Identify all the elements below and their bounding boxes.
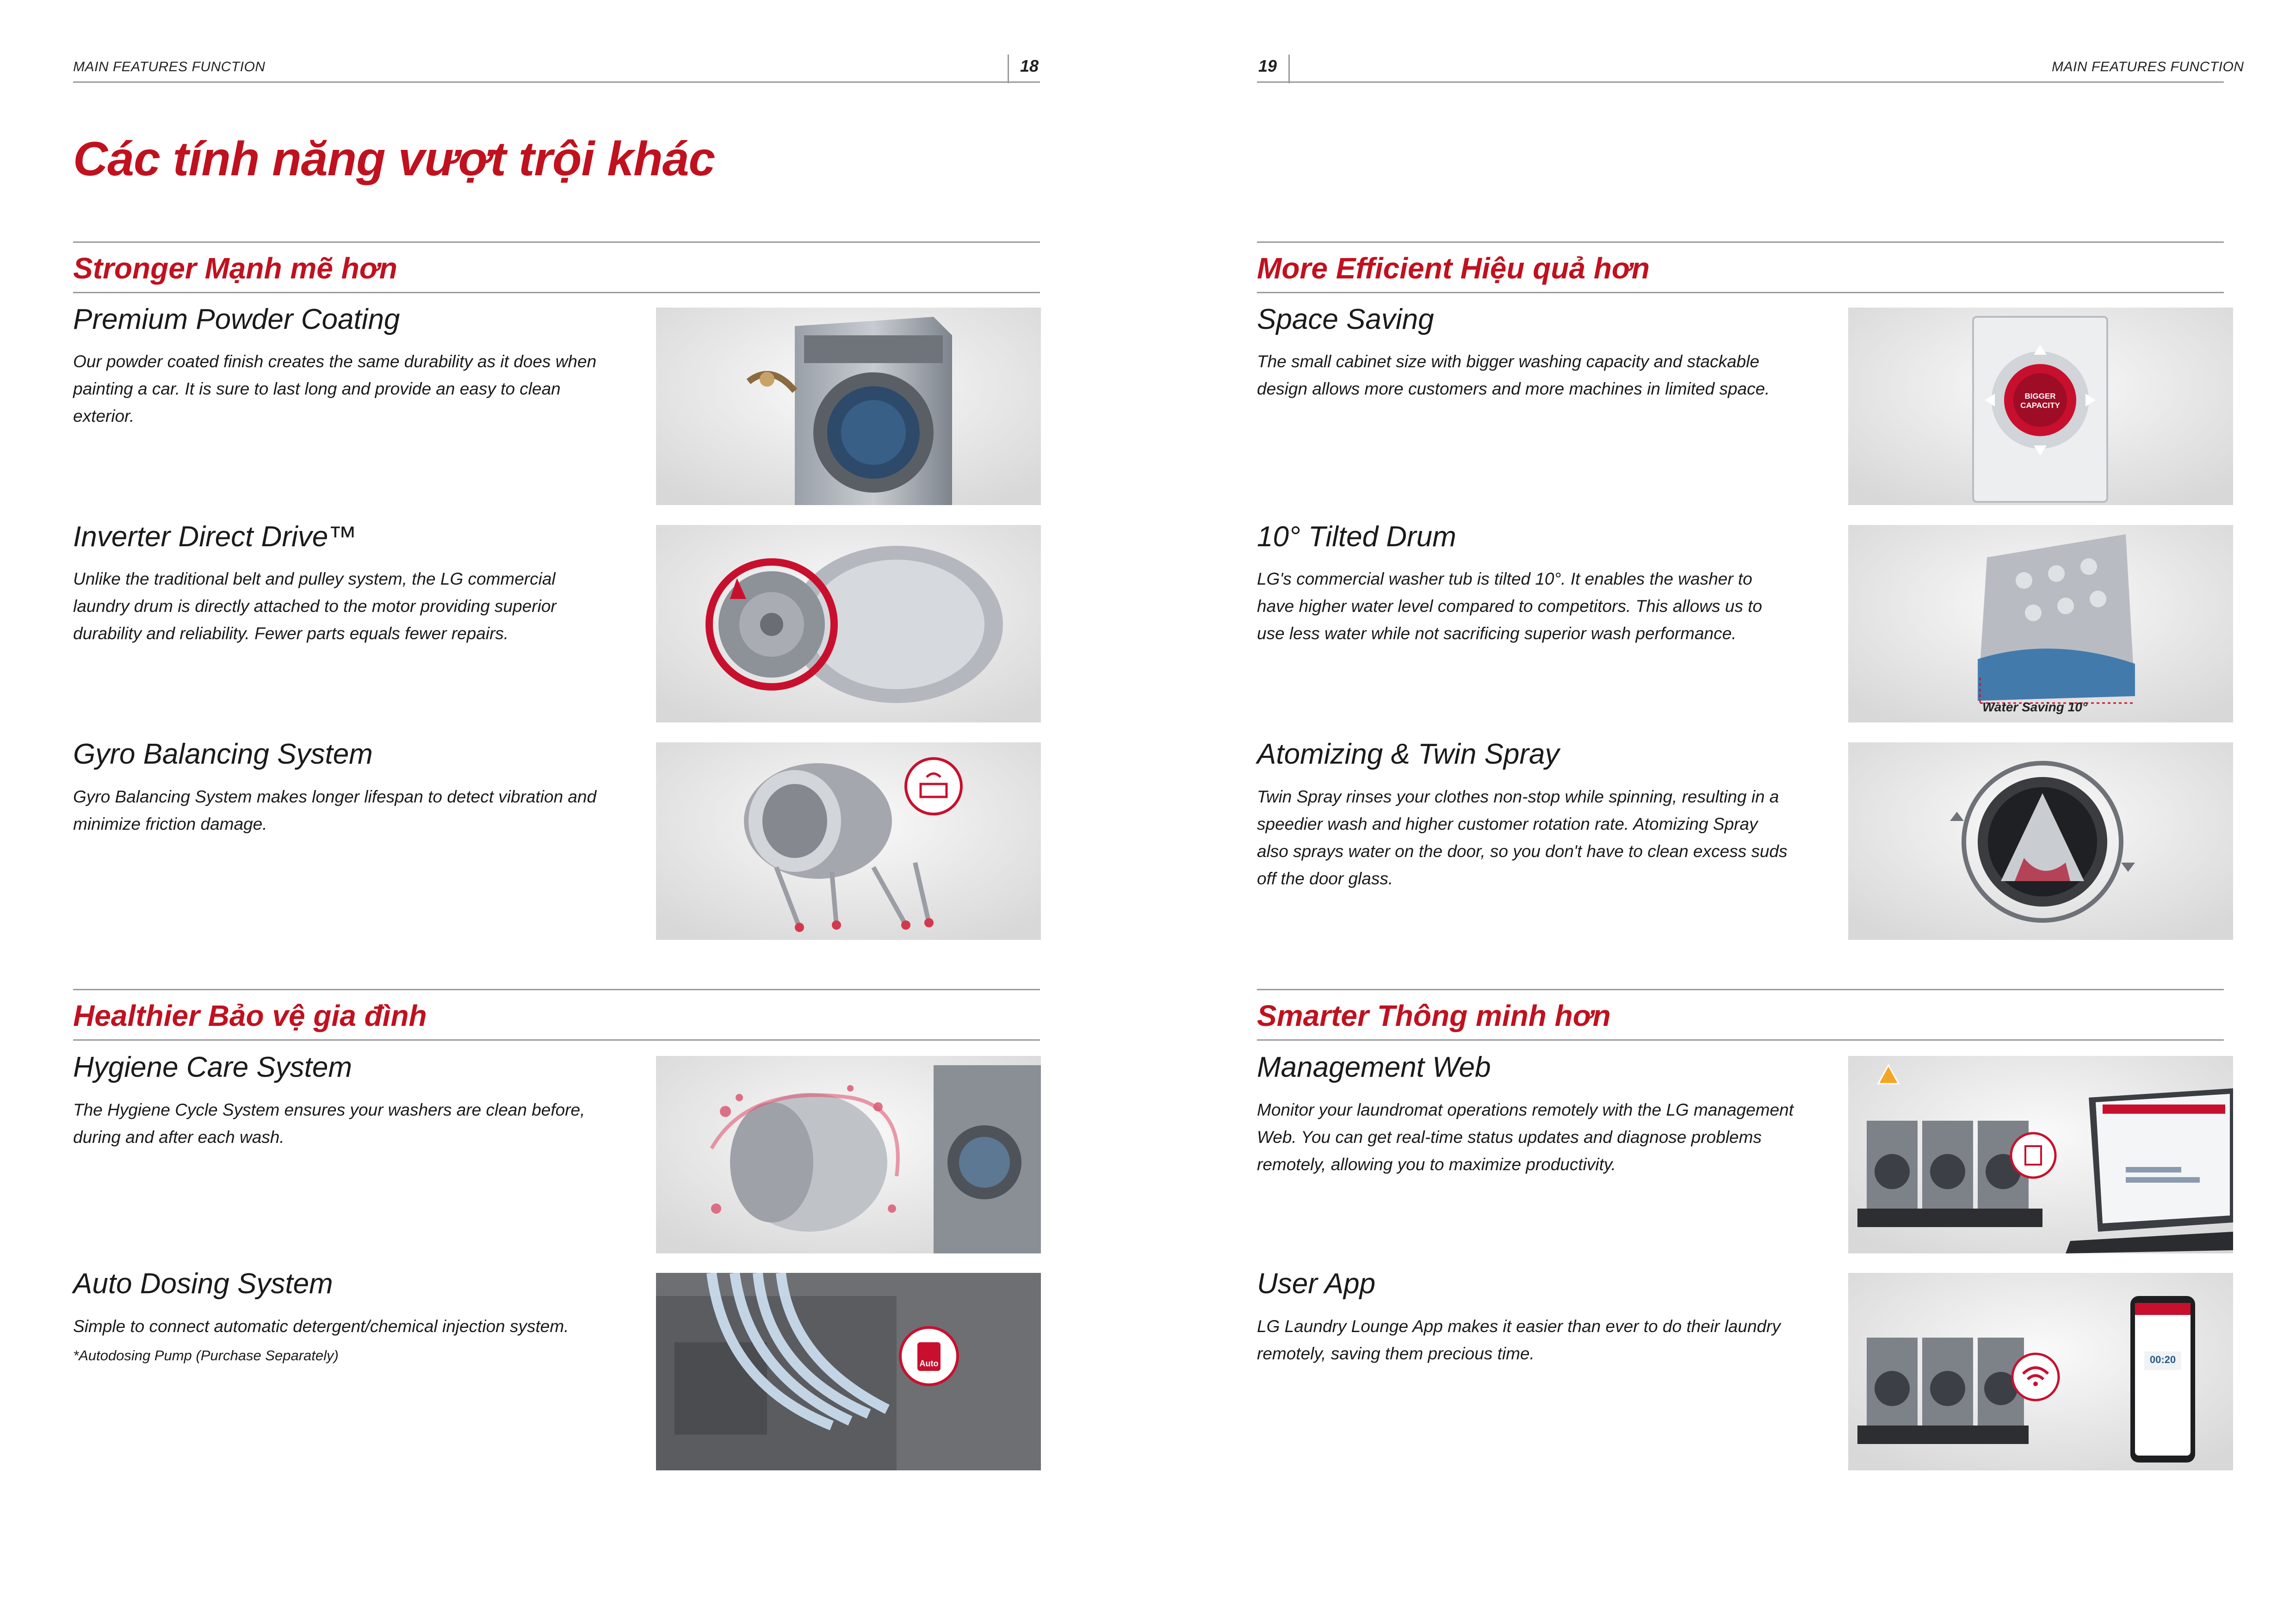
feature-description: Unlike the traditional belt and pulley system, the LG commercial laundry drum is directly attached to the motor providing superior durability and reliability. Fewer parts equals fewer repairs. [73,569,557,643]
section-heading-healthier: Healthier Bảo vệ gia đình [73,989,1040,1041]
feature-title: Management Web [1257,1051,1491,1083]
feature-title: Inverter Direct Drive™ [73,521,357,553]
feature-description: LG's commercial washer tub is tilted 10°. It enables the washer to have higher water level compared to competitors. This allows us to use less water while not sacrificing superior wash performance. [1257,569,1763,643]
user-app-image [1848,1273,2233,1470]
auto-dosing-hoses-image [656,1273,1041,1470]
page-number-separator [1008,55,1009,83]
tilted-drum-image [1848,525,2233,722]
water-saving-caption: Water Saving 10° [1982,700,2087,714]
header-rule [1257,81,2224,83]
running-head: MAIN FEATURES FUNCTION [73,59,266,74]
feature-note: *Autodosing Pump (Purchase Separately) [73,1347,339,1364]
feature-title: User App [1257,1268,1376,1300]
app-timer: 00:20 [2149,1354,2176,1365]
powder-coated-washer-image [656,308,1041,505]
feature-description: Monitor your laundromat operations remotely with the LG management Web. You can get real-time status updates and diagnose problems remotely, allowing you to maximize productivity. [1257,1100,1794,1174]
auto-badge: Auto [919,1359,939,1368]
header-rule [73,81,1040,83]
feature-title: Gyro Balancing System [73,738,373,770]
direct-drive-motor-image [656,525,1041,722]
feature-description: The Hygiene Cycle System ensures your washers are clean before, during and after each wash. [73,1100,585,1147]
management-web-image [1848,1056,2233,1253]
page-number: 19 [1258,56,1277,75]
twin-spray-image [1848,742,2233,940]
feature-title: Auto Dosing System [73,1268,333,1300]
section-heading-stronger: Stronger Mạnh mẽ hơn [73,241,1040,293]
feature-description: Gyro Balancing System makes longer lifespan to detect vibration and minimize friction damage. [73,787,597,833]
feature-description: Simple to connect automatic detergent/chemical injection system. [73,1317,569,1336]
bigger-capacity-badge: BIGGER CAPACITY [2020,392,2060,410]
section-heading-smarter: Smarter Thông minh hơn [1257,989,2224,1041]
page-number-separator [1288,55,1290,83]
feature-description: LG Laundry Lounge App makes it easier than ever to do their laundry remotely, saving them precious time. [1257,1317,1781,1363]
feature-description: Twin Spray rinses your clothes non-stop while spinning, resulting in a speedier wash and higher customer rotation rate. Atomizing Spray also sprays water on the door, so you don't have to clean excess suds off the door glass. [1257,787,1788,888]
feature-title: Hygiene Care System [73,1051,353,1083]
page-number: 18 [1020,56,1039,75]
feature-title: Space Saving [1257,303,1434,335]
bigger-capacity-image [1848,308,2233,505]
section-heading-more-efficient: More Efficient Hiệu quả hơn [1257,241,2224,293]
gyro-balancing-drum-image [656,742,1041,940]
hygiene-care-drum-image [656,1056,1041,1253]
page-title: Các tính năng vượt trội khác [73,132,715,186]
feature-description: The small cabinet size with bigger washing capacity and stackable design allows more customers and more machines in limited space. [1257,352,1770,398]
feature-description: Our powder coated finish creates the same durability as it does when painting a car. It is sure to last long and provide an easy to clean exterior. [73,352,597,426]
feature-title: 10° Tilted Drum [1257,521,1456,553]
feature-title: Premium Powder Coating [73,303,400,335]
running-head: MAIN FEATURES FUNCTION [2052,59,2244,74]
right-page [1147,0,2296,1623]
left-page [0,0,1147,1623]
feature-title: Atomizing & Twin Spray [1257,738,1560,770]
